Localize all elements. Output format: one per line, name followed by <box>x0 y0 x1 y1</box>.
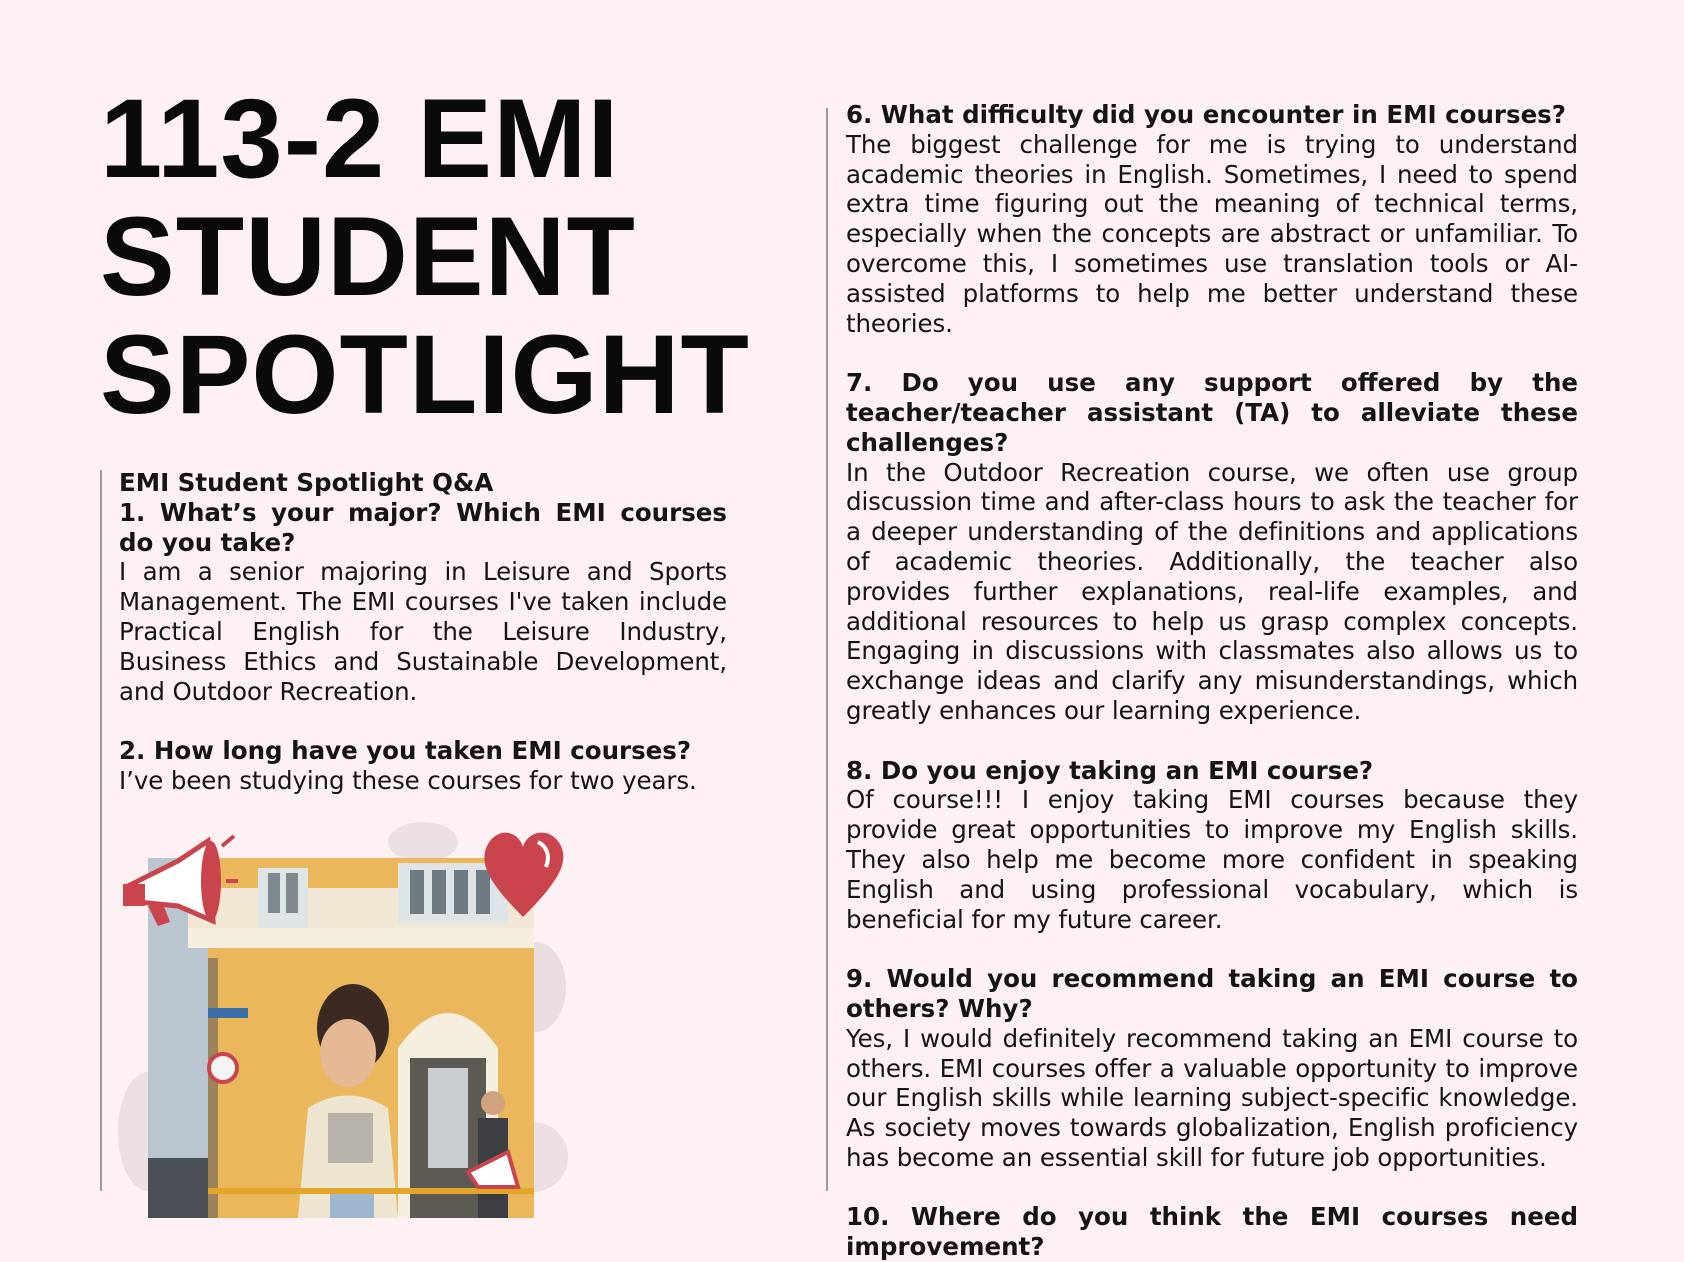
title-line-3: SPOTLIGHT <box>100 312 750 437</box>
megaphone-icon <box>463 1132 543 1192</box>
spacer <box>846 726 1578 756</box>
cloud-shape <box>388 822 458 862</box>
page-title <box>100 76 750 437</box>
answer-8: Of course!!! I enjoy taking EMI courses because they provide great opportunities to improve my English skills. They also help me become more confident in speaking English and using professional vocabulary, which is beneficial for my future career. <box>846 785 1578 934</box>
answer-7: In the Outdoor Recreation course, we often use group discussion time and after-class hours to ask the teacher for a deeper understanding of the definitions and applications of academic theories. Additionally, the teacher also provides further explanations, real-life examples, and additional resources to help us grasp complex concepts. Engaging in discussions with classmates also allows us to exchange ideas and clarify any misunderstandings, which greatly enhances our learning experience. <box>846 457 1578 725</box>
question-9: 9. Would you recommend taking an EMI course to others? Why? <box>846 964 1578 1023</box>
spacer <box>119 706 727 736</box>
megaphone-icon <box>118 826 238 936</box>
right-column <box>846 100 1578 1262</box>
left-column-divider <box>100 470 102 1191</box>
question-1: 1. What’s your major? Which EMI courses do you take? <box>119 497 727 557</box>
spacer <box>846 338 1578 368</box>
question-8: 8. Do you enjoy taking an EMI course? <box>846 755 1374 785</box>
answer-6: The biggest challenge for me is trying to understand academic theories in English. Sometimes, I need to spend extra time figuring out the meaning of technical terms, especially when the concepts are abstract or unfamiliar. To overcome this, I sometimes use translation tools or AI-assisted platforms to help me better understand these theories. <box>846 129 1578 338</box>
question-7: 7. Do you use any support offered by the teacher/teacher assistant (TA) to alleviate these challenges? <box>846 368 1578 457</box>
center-column-divider <box>826 108 828 1191</box>
student-photo-collage <box>118 822 568 1191</box>
question-2: 2. How long have you taken EMI courses? <box>119 736 692 766</box>
answer-2: I’ve been studying these courses for two years. <box>119 765 697 795</box>
question-6: 6. What difficulty did you encounter in EMI courses? <box>846 100 1566 129</box>
left-column <box>119 468 727 796</box>
qa-heading: EMI Student Spotlight Q&A <box>119 468 494 497</box>
title-line-2: STUDENT <box>100 194 636 319</box>
question-10: 10. Where do you think the EMI courses need improvement? <box>846 1202 1578 1262</box>
answer-1: I am a senior majoring in Leisure and Sports Management. The EMI courses I've taken include Practical English for the Leisure Industry, Business Ethics and Sustainable Development, and Outdoor Recreation. <box>119 557 727 706</box>
heart-balloon-icon <box>478 822 568 922</box>
title-line-1: 113-2 EMI <box>100 76 620 201</box>
spacer <box>846 934 1578 964</box>
spacer <box>846 1173 1578 1203</box>
answer-9: Yes, I would definitely recommend taking an EMI course to others. EMI courses offer a valuable opportunity to improve our English skills while learning subject-specific knowledge. As society moves towards globalization, English proficiency has become an essential skill for future job opportunities. <box>846 1023 1578 1172</box>
